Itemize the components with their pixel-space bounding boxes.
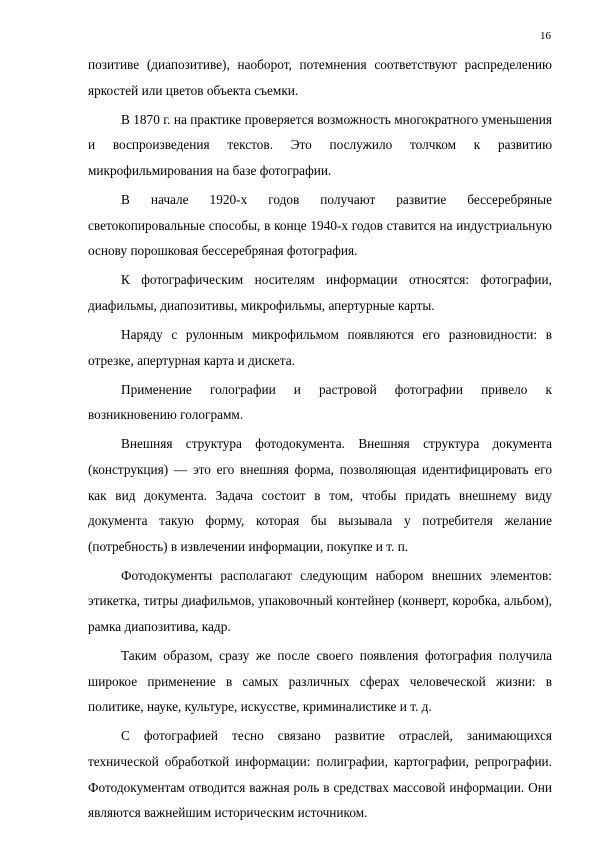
body-text [88, 52, 552, 829]
paragraph-continuation: позитиве (диапозитиве), наоборот, потемнения соответствуют распределению яркостей или цветов объекта съемки. [88, 57, 552, 98]
paragraph: В начале 1920-х годов получают развитие бессеребряные светокопировальные способы, в конце 1940-х годов ставится на индустриальную основу порошковая бессеребряная фотография. [88, 191, 552, 259]
paragraph: Фотодокументы располагают следующим набором внешних элементов: этикетка, титры диафильмов, упаковочный контейнер (конверт, коробка, альбом), рамка диапозитива, кадр. [88, 567, 552, 634]
paragraph: С фотографией тесно связано развитие отраслей, занимающихся технической обработкой информации: полиграфии, картографии, репрографии. Фотодокументам отводится важная роль в средствах массовой информации. Они являются важнейшим историческим источником. [88, 728, 552, 821]
paragraph: Применение голографии и растровой фотографии привело к возникновению голограмм. [88, 381, 552, 423]
paragraph: К фотографическим носителям информации относятся: фотографии, диафильмы, диапозитивы, микрофильмы, апертурные карты. [88, 272, 552, 313]
paragraph: Внешняя структура фотодокумента. Внешняя структура документа (конструкция) — это его внешняя форма, позволяющая идентифицировать его как вид документа. Задача состоит в том, чтобы придать внешнему виду документа такую форму, которая бы вызывала у потребителя желание (потребность) в извлечении информации, покупке и т. п. [88, 436, 552, 554]
page-number: 16 [540, 30, 551, 42]
paragraph: В 1870 г. на практике проверяется возможность многократного уменьшения и воспроизведения текстов. Это послужило толчком к развитию микрофильмирования на базе фотографии. [88, 111, 552, 178]
paragraph: Наряду с рулонным микрофильмом появляются его разновидности: в отрезке, апертурная карта и дискета. [88, 326, 552, 368]
paragraph: Таким образом, сразу же после своего появления фотография получила широкое применение в самых различных сферах человеческой жизни: в политике, науке, культуре, искусстве, криминалистике и т. д. [88, 648, 552, 715]
